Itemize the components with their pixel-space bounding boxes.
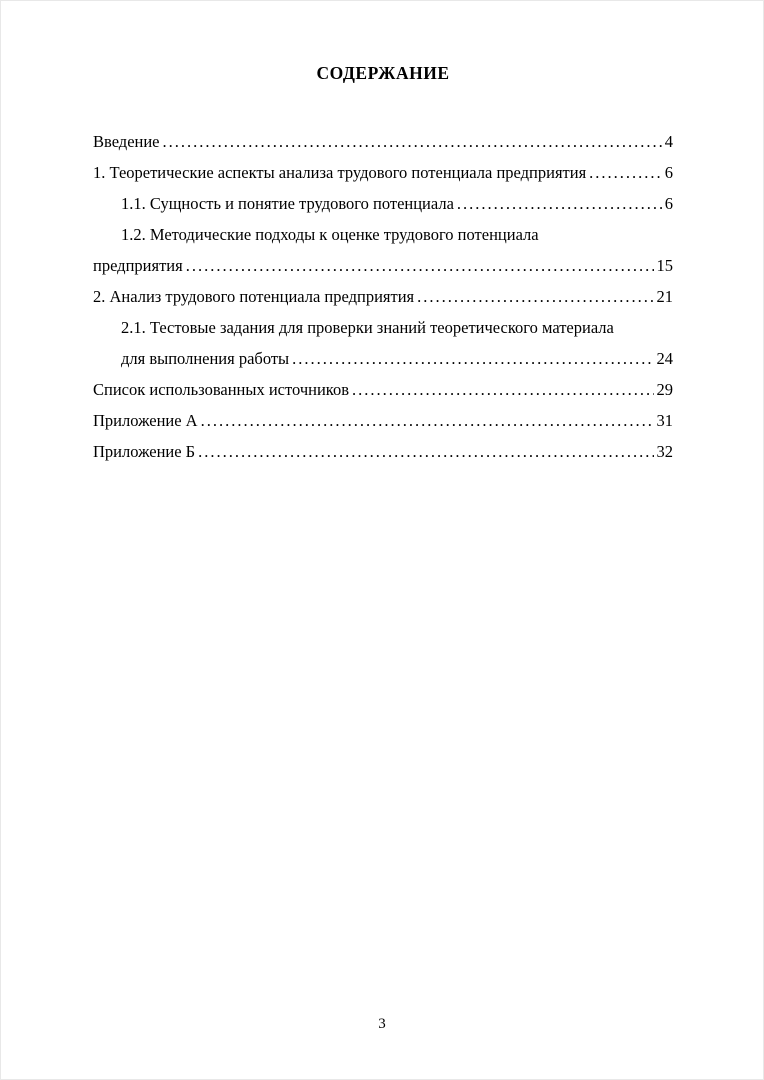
dot-leader xyxy=(457,188,662,219)
toc-entry[interactable] xyxy=(93,281,673,312)
table-of-contents xyxy=(93,126,673,467)
dot-leader xyxy=(352,374,654,405)
toc-entry-page: 6 xyxy=(664,163,673,182)
toc-entry-label: 1.1. Сущность и понятие трудового потенциала xyxy=(121,194,454,213)
dot-leader xyxy=(186,250,654,281)
toc-entry-label-line2: предприятия xyxy=(93,256,183,275)
toc-entry[interactable] xyxy=(93,126,673,157)
toc-entry-page: 29 xyxy=(656,380,673,399)
dot-leader xyxy=(198,436,653,467)
dot-leader xyxy=(201,405,654,436)
toc-entry[interactable] xyxy=(93,436,673,467)
toc-entry-page: 6 xyxy=(664,194,673,213)
footer-page-number: 3 xyxy=(378,1016,386,1032)
toc-entry-label-line1: 1.2. Методические подходы к оценке трудового потенциала xyxy=(121,225,539,244)
toc-entry-label: 2. Анализ трудового потенциала предприятия xyxy=(93,287,415,306)
toc-entry[interactable] xyxy=(93,157,673,188)
toc-entry-label: 1. Теоретические аспекты анализа трудового потенциала предприятия xyxy=(93,163,587,182)
toc-entry[interactable] xyxy=(93,312,673,374)
toc-entry-page: 31 xyxy=(656,411,673,430)
toc-entry[interactable] xyxy=(93,188,673,219)
toc-entry[interactable] xyxy=(93,374,673,405)
page-content xyxy=(93,63,673,467)
toc-entry[interactable] xyxy=(93,405,673,436)
toc-entry-label: Список использованных источников xyxy=(93,380,349,399)
toc-entry-label-line1: 2.1. Тестовые задания для проверки знаний теоретического материала xyxy=(121,318,614,337)
dot-leader xyxy=(163,126,662,157)
toc-entry-page: 15 xyxy=(656,256,673,275)
toc-entry[interactable] xyxy=(93,219,673,281)
toc-entry-page: 21 xyxy=(656,287,673,306)
toc-entry-label: Приложение Б xyxy=(93,442,196,461)
toc-entry-page: 24 xyxy=(656,349,673,368)
dot-leader xyxy=(417,281,653,312)
page-title: СОДЕРЖАНИЕ xyxy=(316,63,450,83)
dot-leader xyxy=(589,157,662,188)
toc-entry-label: Приложение А xyxy=(93,411,198,430)
toc-entry-page: 4 xyxy=(664,132,673,151)
dot-leader xyxy=(292,343,653,374)
toc-entry-page: 32 xyxy=(656,442,673,461)
toc-entry-label: Введение xyxy=(93,132,160,151)
toc-entry-label-line2: для выполнения работы xyxy=(121,349,290,368)
